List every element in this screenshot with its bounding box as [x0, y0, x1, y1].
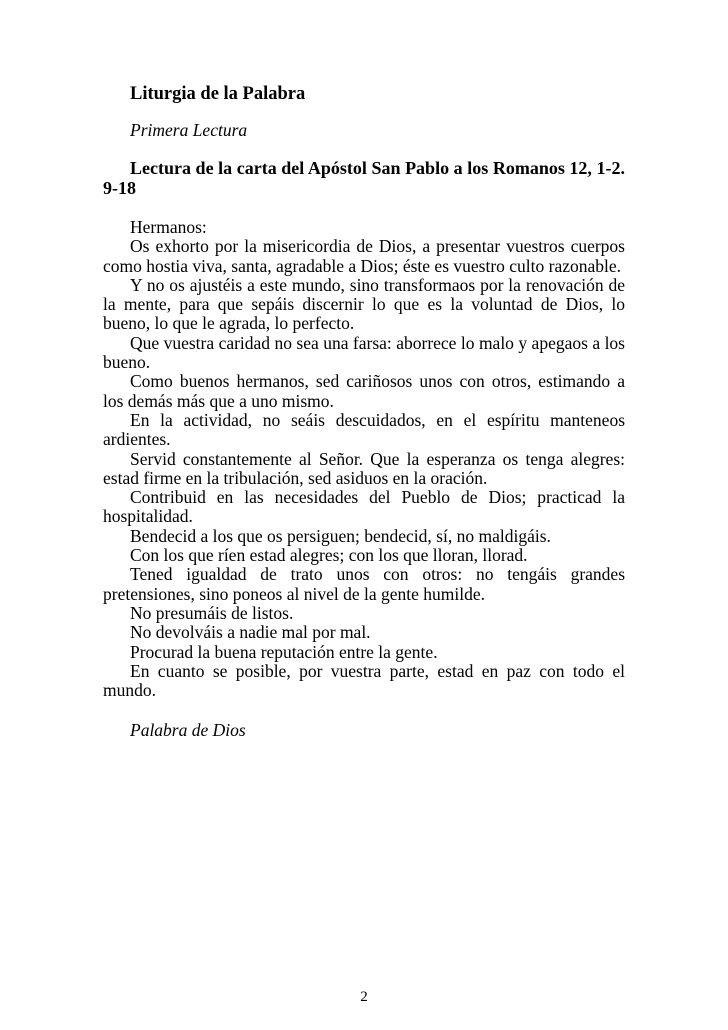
paragraph: Hermanos:: [130, 217, 207, 237]
paragraph: En la actividad, no seáis descuidados, en el espíritu manteneos ardientes.: [103, 409, 625, 450]
paragraph: Procurad la buena reputación entre la gente.: [130, 641, 438, 662]
reading-body: [103, 218, 625, 700]
paragraph: Como buenos hermanos, sed cariñosos unos con otros, estimando a los demás más que a uno mismo.: [103, 371, 625, 411]
paragraph: Servid constantemente al Señor. Que la esperanza os tenga alegres: estad firme en la tribulación, sed asiduos en la oración.: [103, 448, 625, 488]
document-page: [103, 84, 625, 740]
paragraph: En cuanto se posible, por vuestra parte, estad en paz con todo el mundo.: [103, 660, 625, 701]
paragraph: No devolváis a nadie mal por mal.: [130, 622, 371, 643]
closing-acclamation: Palabra de Dios: [130, 720, 246, 741]
paragraph: Os exhorto por la misericordia de Dios, a presentar vuestros cuerpos como hostia viva, santa, agradable a Dios; éste es vuestro culto razonable.: [103, 236, 625, 276]
paragraph: No presumáis de listos.: [130, 602, 294, 623]
section-title: Liturgia de la Palabra: [130, 84, 306, 104]
paragraph: Que vuestra caridad no sea una farsa: aborrece lo malo y apegaos a los bueno.: [103, 332, 625, 373]
reading-label: Primera Lectura: [130, 120, 248, 140]
paragraph: Con los que ríen estad alegres; con los que lloran, llorad.: [130, 545, 528, 566]
page-number: 2: [360, 989, 368, 1005]
paragraph: Bendecid a los que os persiguen; bendecid, sí, no maldigáis.: [130, 525, 551, 546]
paragraph: Tened igualdad de trato unos con otros: no tengáis grandes pretensiones, sino poneos al nivel de la gente humilde.: [103, 564, 625, 604]
paragraph: Y no os ajustéis a este mundo, sino transformaos por la renovación de la mente, para que sepáis discernir lo que es la voluntad de Dios, lo bueno, lo que le agrada, lo perfecto.: [103, 274, 625, 334]
reading-title: Lectura de la carta del Apóstol San Pablo a los Romanos 12, 1-2. 9-18: [103, 158, 625, 198]
paragraph: Contribuid en las necesidades del Pueblo de Dios; practicad la hospitalidad.: [103, 487, 625, 527]
